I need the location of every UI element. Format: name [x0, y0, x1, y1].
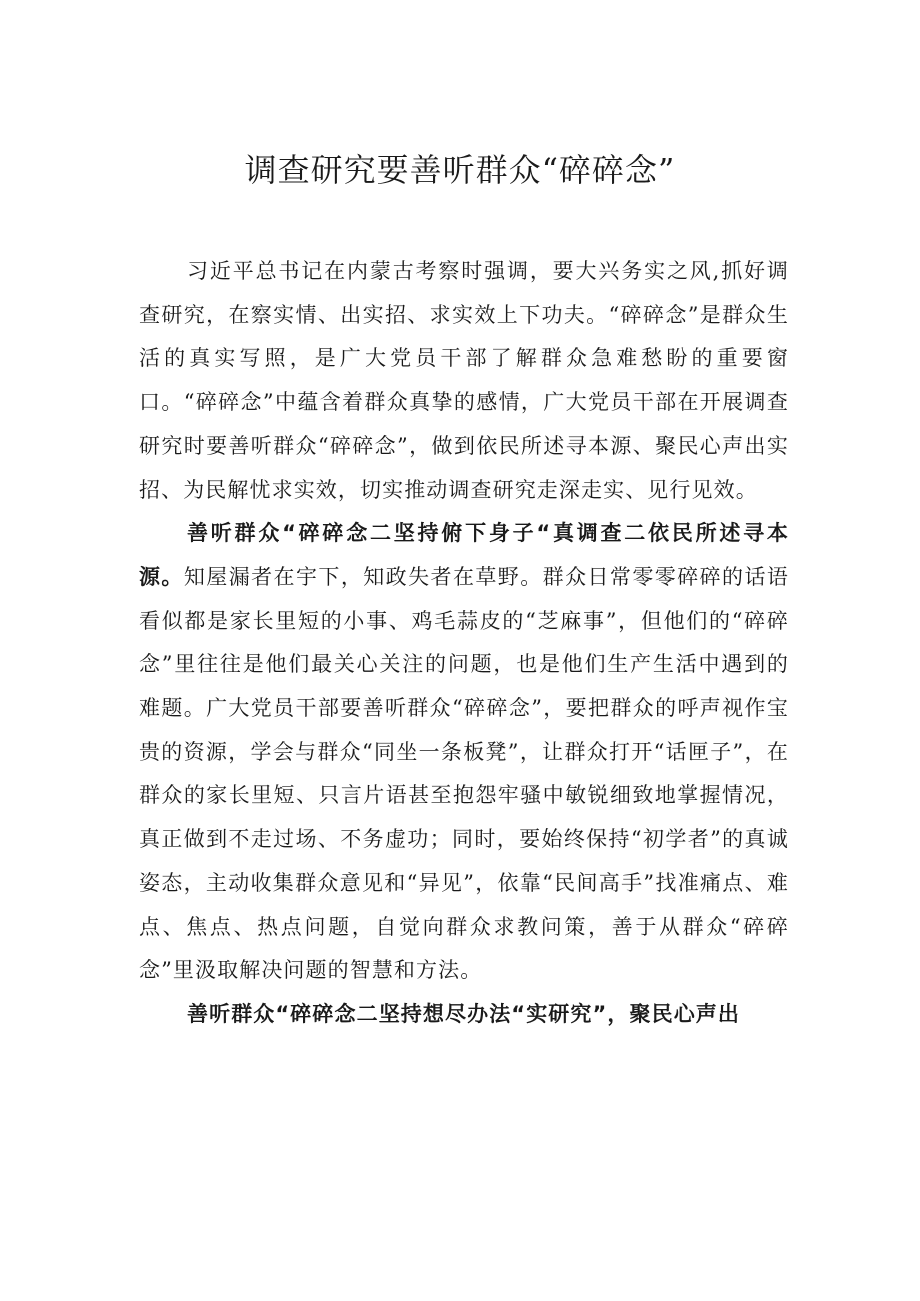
- paragraph-section-2: [139, 993, 789, 1037]
- paragraph-text: 知屋漏者在宇下，知政失者在草野。群众日常零零碎碎的话语看似都是家长里短的小事、鸡毛蒜皮的“芝麻事”，但他们的“碎碎念”里往往是他们最关心关注的问题，也是他们生产生活中遇到的难题。广大党员干部要善听群众“碎碎念”，要把群众的呼声视作宝贵的资源，学会与群众“同坐一条板凳”，让群众打开“话匣子”，在群众的家长里短、只言片语甚至抱怨牢骚中敏锐细致地掌握情况，真正做到不走过场、不务虚功；同时，要始终保持“初学者”的真诚姿态，主动收集群众意见和“异见”，依靠“民间高手”找准痛点、难点、焦点、热点问题，自觉向群众求教问策，善于从群众“碎碎念”里汲取解决问题的智慧和方法。: [139, 564, 790, 983]
- paragraph-text: 习近平总书记在内蒙古考察时强调，要大兴务实之风,抓好调查研究，在察实情、出实招、求实效上下功夫。“碎碎念”是群众生活的真实写照，是广大党员干部了解群众急难愁盼的重要窗口。“碎碎念”中蕴含着群众真挚的感情，广大党员干部在开展调查研究时要善听群众“碎碎念”，做到依民所述寻本源、聚民心声出实招、为民解忧求实效，切实推动调查研究走深走实、见行见效。: [139, 259, 789, 502]
- paragraph-lead: 善听群众“碎碎念二坚持想尽办法“实研究”，聚民心声出: [187, 1001, 741, 1026]
- document-body: [139, 250, 789, 1037]
- document-title: 调查研究要善听群众“碎碎念”: [244, 151, 676, 189]
- paragraph-intro: [139, 250, 789, 512]
- paragraph-lead: 善听群众“碎碎念二坚持俯下身子“真调查二依民所述寻本源。: [139, 521, 789, 589]
- paragraph-section-1: [139, 512, 789, 993]
